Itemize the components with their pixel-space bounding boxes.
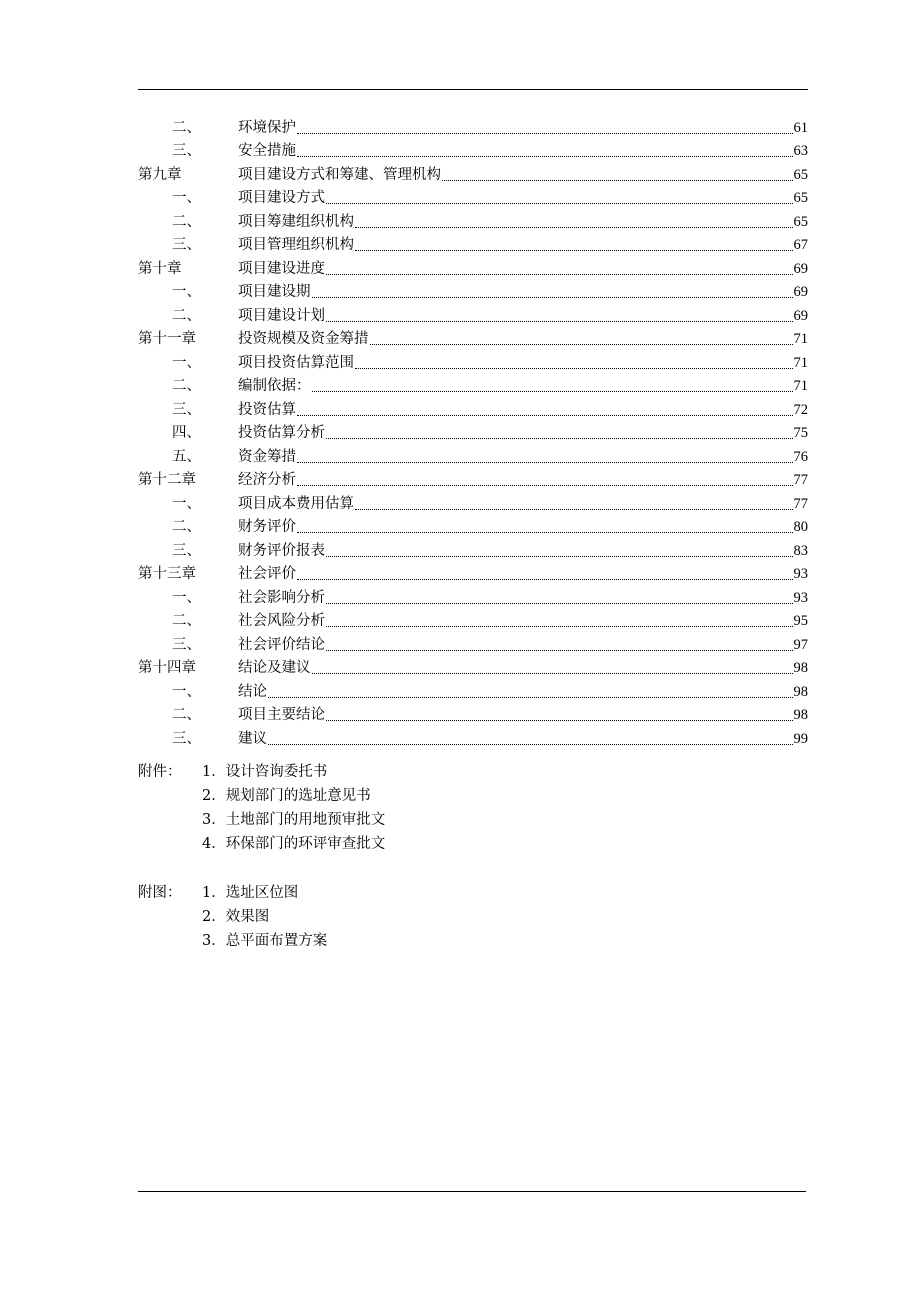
toc-entry-line	[238, 283, 808, 301]
toc-entry-page: 61	[793, 119, 808, 136]
toc-entry[interactable]	[0, 560, 920, 584]
toc-entry-page: 99	[793, 730, 808, 747]
toc-dot-leader	[326, 625, 793, 627]
toc-entry-number: 二、	[172, 119, 201, 136]
toc-entry-title: 环境保护	[238, 119, 296, 136]
toc-dot-leader	[297, 484, 793, 486]
toc-dot-leader	[326, 320, 793, 322]
toc-entry-page: 98	[793, 683, 808, 700]
toc-entry[interactable]	[0, 254, 920, 278]
figure-item: 2．效果图	[202, 909, 270, 925]
toc-entry-number: 一、	[172, 354, 201, 371]
toc-entry-page: 71	[793, 354, 808, 371]
toc-entry[interactable]	[0, 278, 920, 302]
toc-entry-line	[238, 354, 808, 372]
toc-entry-title: 资金筹措	[238, 448, 296, 465]
toc-entry-line	[238, 495, 808, 513]
toc-entry-number: 二、	[172, 707, 201, 723]
toc-entry-number: 第十三章	[138, 566, 196, 582]
toc-entry-page: 71	[793, 331, 808, 347]
toc-entry-number: 第九章	[138, 166, 182, 183]
attachment-item-row	[0, 784, 920, 808]
toc-dot-leader	[326, 202, 793, 204]
toc-dot-leader	[312, 672, 793, 674]
toc-entry-page: 71	[793, 378, 808, 394]
toc-entry-title: 投资估算分析	[238, 425, 325, 441]
figure-item: 3．总平面布置方案	[202, 933, 328, 949]
toc-entry-title: 项目建设期	[238, 284, 311, 300]
toc-entry-line	[238, 659, 808, 677]
toc-entry-page: 65	[793, 190, 808, 206]
toc-entry[interactable]	[0, 536, 920, 560]
toc-entry-line	[238, 612, 808, 630]
toc-entry-line	[238, 377, 808, 395]
toc-entry[interactable]	[0, 442, 920, 466]
toc-entry-page: 65	[793, 166, 808, 183]
toc-dot-leader	[326, 719, 793, 721]
toc-entry-line	[238, 260, 808, 278]
toc-entry[interactable]	[0, 489, 920, 513]
toc-entry-line	[238, 706, 808, 724]
attachment-item: 2．规划部门的选址意见书	[202, 788, 371, 804]
footer-rule	[138, 1191, 806, 1192]
figures-list	[0, 881, 920, 953]
toc-entry-title: 社会风险分析	[238, 613, 325, 629]
toc-entry[interactable]	[0, 395, 920, 419]
toc-entry[interactable]	[0, 137, 920, 161]
toc-entry-number: 三、	[172, 401, 201, 418]
toc-entry-number: 一、	[172, 284, 201, 300]
toc-entry-page: 77	[793, 472, 808, 488]
toc-entry-page: 98	[793, 707, 808, 723]
toc-entry-number: 二、	[172, 613, 201, 629]
toc-entry-number: 一、	[172, 589, 201, 606]
toc-entry-title: 项目管理组织机构	[238, 237, 354, 253]
toc-dot-leader	[312, 390, 793, 392]
toc-dot-leader	[326, 649, 793, 651]
toc-entry-page: 97	[793, 636, 808, 653]
toc-entry-number: 一、	[172, 495, 201, 512]
toc-entry-line	[238, 518, 808, 536]
toc-entry[interactable]	[0, 677, 920, 701]
toc-entry-number: 一、	[172, 190, 201, 206]
toc-entry-number: 三、	[172, 237, 201, 253]
toc-entry-line	[238, 448, 808, 466]
toc-entry-title: 社会评价	[238, 566, 296, 582]
toc-entry-page: 98	[793, 660, 808, 676]
toc-dot-leader	[268, 696, 793, 698]
toc-entry-title: 项目建设进度	[238, 260, 325, 277]
attachment-item: 4．环保部门的环评审查批文	[202, 836, 386, 852]
toc-entry[interactable]	[0, 160, 920, 184]
toc-entry-line	[238, 142, 808, 160]
attachment-item: 3．土地部门的用地预审批文	[202, 812, 386, 828]
figure-item-row	[0, 905, 920, 929]
toc-entry-title: 项目建设计划	[238, 307, 325, 324]
toc-entry-title: 项目主要结论	[238, 707, 325, 723]
toc-entry-title: 项目筹建组织机构	[238, 213, 354, 230]
attachment-item-row	[0, 832, 920, 856]
toc-entry[interactable]	[0, 654, 920, 678]
toc-entry[interactable]	[0, 113, 920, 137]
toc-entry-number: 二、	[172, 378, 201, 394]
toc-entry-title: 建议	[238, 730, 267, 747]
toc-dot-leader	[326, 437, 793, 439]
toc-entry-line	[238, 471, 808, 489]
toc-entry-number: 三、	[172, 542, 201, 559]
toc-entry[interactable]	[0, 724, 920, 748]
toc-dot-leader	[297, 461, 793, 463]
toc-entry-page: 69	[793, 307, 808, 324]
toc-dot-leader	[370, 343, 793, 345]
figure-item-row	[0, 881, 920, 905]
toc-entry-number: 三、	[172, 143, 201, 159]
toc-entry-line	[238, 307, 808, 325]
toc-entry-number: 二、	[172, 307, 201, 324]
toc-entry-title: 财务评价报表	[238, 542, 325, 559]
toc-entry-page: 65	[793, 213, 808, 230]
toc-dot-leader	[355, 367, 793, 369]
toc-dot-leader	[312, 296, 793, 298]
toc-entry-page: 80	[793, 519, 808, 535]
figures-label: 附图：	[138, 885, 182, 901]
toc-entry-number: 第十四章	[138, 660, 196, 676]
toc-entry[interactable]	[0, 466, 920, 490]
toc-entry-number: 二、	[172, 519, 201, 535]
toc-entry-line	[238, 189, 808, 207]
toc-entry-number: 三、	[172, 636, 201, 653]
header-rule	[138, 89, 808, 90]
toc-entry-title: 社会评价结论	[238, 636, 325, 653]
attachments-label: 附件：	[138, 764, 182, 780]
attachment-item: 1．设计咨询委托书	[202, 764, 328, 780]
toc-entry-line	[238, 330, 808, 348]
toc-entry-title: 项目建设方式和筹建、管理机构	[238, 166, 441, 183]
toc-entry-number: 三、	[172, 730, 201, 747]
toc-dot-leader	[297, 414, 793, 416]
toc-entry-page: 67	[793, 237, 808, 253]
toc-entry[interactable]	[0, 630, 920, 654]
toc-dot-leader	[355, 249, 793, 251]
toc-entry-line	[238, 565, 808, 583]
toc-entry-title: 投资估算	[238, 401, 296, 418]
toc-entry-line	[238, 213, 808, 231]
toc-entry-number: 第十一章	[138, 331, 196, 347]
toc-entry-page: 77	[793, 495, 808, 512]
toc-entry[interactable]	[0, 513, 920, 537]
toc-entry-line	[238, 166, 808, 184]
toc-entry[interactable]	[0, 348, 920, 372]
toc-entry[interactable]	[0, 325, 920, 349]
toc-dot-leader	[297, 155, 793, 157]
toc-entry-page: 93	[793, 589, 808, 606]
toc-entry[interactable]	[0, 301, 920, 325]
toc-entry-number: 四、	[172, 425, 201, 441]
toc-entry-page: 95	[793, 613, 808, 629]
toc-entry-title: 安全措施	[238, 143, 296, 159]
toc-dot-leader	[297, 132, 793, 134]
toc-dot-leader	[326, 273, 793, 275]
toc-dot-leader	[268, 743, 793, 745]
toc-entry-line	[238, 683, 808, 701]
toc-entry-page: 69	[793, 284, 808, 300]
toc-entry-page: 93	[793, 566, 808, 582]
toc-entry-title: 项目投资估算范围	[238, 354, 354, 371]
toc-dot-leader	[355, 226, 793, 228]
toc-entry-title: 结论及建议	[238, 660, 311, 676]
figure-item-row	[0, 929, 920, 953]
toc-entry-title: 投资规模及资金筹措	[238, 331, 369, 347]
toc-dot-leader	[326, 602, 793, 604]
toc-entry[interactable]	[0, 607, 920, 631]
toc-entry-page: 76	[793, 448, 808, 465]
toc-entry-number: 第十二章	[138, 472, 196, 488]
toc-entry-line	[238, 589, 808, 607]
toc-entry-number: 二、	[172, 213, 201, 230]
figure-item: 1．选址区位图	[202, 885, 299, 901]
toc-entry-title: 结论	[238, 683, 267, 700]
attachment-item-row	[0, 760, 920, 784]
toc-entry-page: 63	[793, 143, 808, 159]
toc-entry-page: 72	[793, 401, 808, 418]
toc-entry-title: 经济分析	[238, 472, 296, 488]
toc-entry-title: 财务评价	[238, 519, 296, 535]
toc-dot-leader	[297, 578, 793, 580]
toc-entry-line	[238, 119, 808, 137]
toc-entry-page: 69	[793, 260, 808, 277]
toc-entry-page: 75	[793, 425, 808, 441]
toc-entry[interactable]	[0, 231, 920, 255]
toc-dot-leader	[326, 555, 793, 557]
toc-entry-line	[238, 636, 808, 654]
toc-entry-line	[238, 730, 808, 748]
toc-entry[interactable]	[0, 184, 920, 208]
toc-entry-page: 83	[793, 542, 808, 559]
toc-entry-line	[238, 542, 808, 560]
toc-entry-number: 一、	[172, 683, 201, 700]
toc-entry[interactable]	[0, 419, 920, 443]
toc-entry-title: 编制依据：	[238, 378, 311, 394]
toc-entry[interactable]	[0, 701, 920, 725]
toc-entry-title: 项目建设方式	[238, 190, 325, 206]
toc-dot-leader	[442, 179, 793, 181]
toc-entry[interactable]	[0, 372, 920, 396]
toc-entry-title: 项目成本费用估算	[238, 495, 354, 512]
toc-entry-line	[238, 236, 808, 254]
table-of-contents	[0, 113, 920, 748]
toc-entry-title: 社会影响分析	[238, 589, 325, 606]
toc-entry-number: 第十章	[138, 260, 182, 277]
toc-entry[interactable]	[0, 583, 920, 607]
toc-dot-leader	[297, 531, 793, 533]
attachment-item-row	[0, 808, 920, 832]
toc-entry-line	[238, 401, 808, 419]
toc-entry-line	[238, 424, 808, 442]
toc-entry-number: 五、	[172, 448, 201, 465]
toc-entry[interactable]	[0, 207, 920, 231]
attachments-list	[0, 760, 920, 856]
toc-dot-leader	[355, 508, 793, 510]
